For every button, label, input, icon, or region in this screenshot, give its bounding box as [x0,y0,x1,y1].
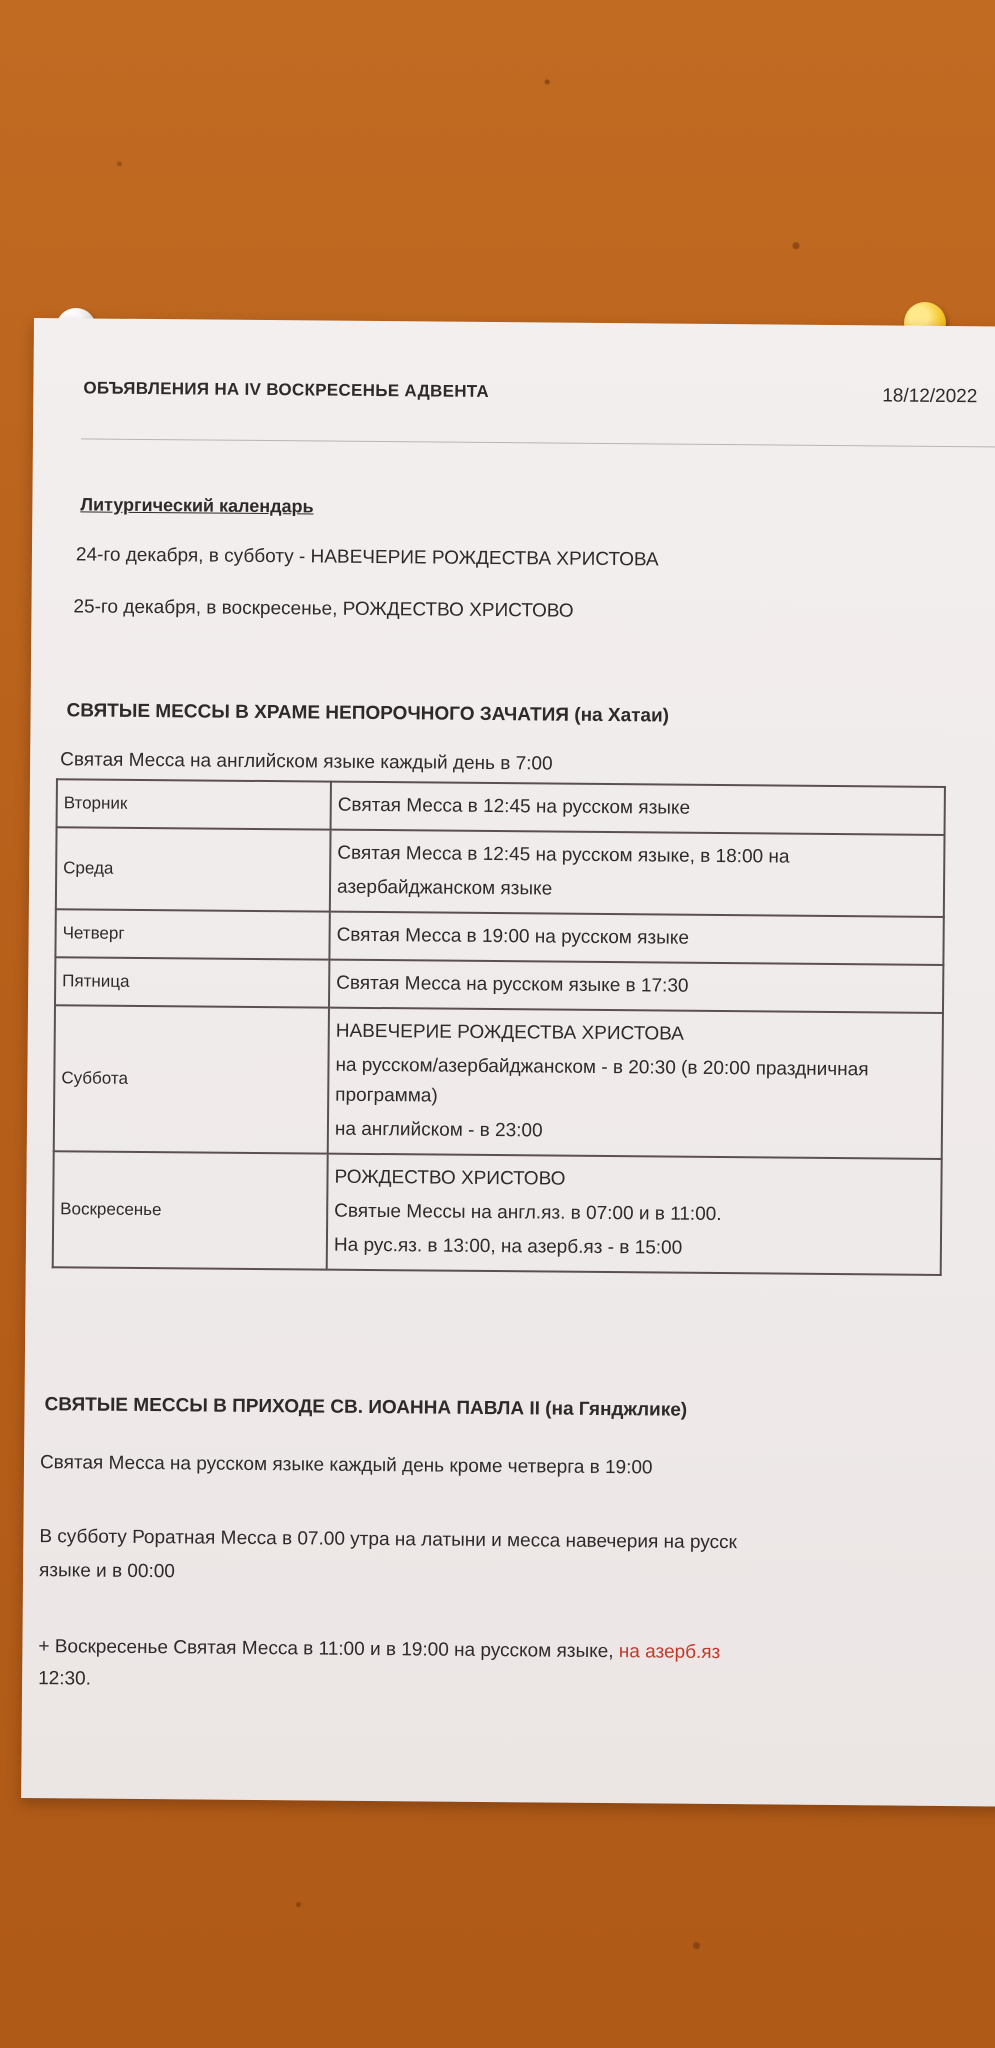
parish-saturday-mass: В субботу Роратная Месса в 07.00 утра на латыни и месса навечерия на русск [39,1526,737,1554]
schedule-line: на английском - в 23:00 [334,1118,543,1142]
parish-sunday-mass [38,1636,720,1664]
section-john-paul-ii-title: СВЯТЫЕ МЕССЫ В ПРИХОДЕ СВ. ИОАННА ПАВЛА II (на Гянджлике) [44,1394,688,1421]
table-row [53,1151,942,1275]
schedule-line: на русском/азербайджанском - в 20:30 (в 20:00 праздничная программа) [335,1054,869,1107]
liturgical-item: 24-го декабря, в субботу - НАВЕЧЕРИЕ РОЖДЕСТВА ХРИСТОВА [75,544,659,571]
section-immaculate-conception-title: СВЯТЫЕ МЕССЫ В ХРАМЕ НЕПОРОЧНОГО ЗАЧАТИЯ (на Хатаи) [66,700,670,727]
notice-sheet [21,318,995,1807]
parish-sunday-mass-azeri: на азерб.яз [613,1641,721,1664]
table-row [55,957,943,1013]
schedule-line: Святая Месса в 12:45 на русском языке, в 18:00 на [337,842,790,868]
table-row [55,909,943,965]
schedule-line: РОЖДЕСТВО ХРИСТОВО [334,1166,566,1190]
schedule-line: На рус.яз. в 13:00, на азерб.яз - в 15:00 [333,1234,683,1259]
parish-saturday-mass-cont: языке и в 00:00 [38,1560,175,1583]
day-cell: Среда [56,827,331,911]
table-row [56,827,945,917]
schedule-cell [329,912,943,965]
liturgical-calendar-title: Литургический календарь [80,494,314,517]
schedule-line: Святая Месса в 19:00 на русском языке [336,924,690,949]
day-cell: Суббота [54,1005,329,1153]
day-cell: Вторник [57,779,331,829]
schedule-cell [328,1008,943,1159]
schedule-line: Святая Месса в 12:45 на русском языке [337,794,691,819]
schedule-cell [329,960,943,1013]
day-cell: Четверг [55,909,329,959]
mass-schedule-table [52,778,946,1276]
schedule-cell [327,1154,942,1275]
schedule-line: Святые Мессы на англ.яз. в 07:00 и в 11:00. [334,1200,722,1226]
table-row [57,779,945,835]
schedule-cell [331,782,945,835]
notice-title: ОБЪЯВЛЕНИЯ НА IV ВОСКРЕСЕНЬЕ АДВЕНТА [83,378,490,401]
table-row [54,1005,943,1159]
schedule-line: азербайджанском языке [336,876,553,900]
parish-daily-mass: Святая Месса на русском языке каждый день кроме четверга в 19:00 [39,1452,653,1479]
schedule-cell [330,830,945,917]
parish-sunday-mass-cont: 12:30. [38,1668,92,1690]
parish-sunday-mass-text: + Воскресенье Святая Месса в 11:00 и в 19:00 на русском языке, [38,1636,614,1663]
liturgical-item: 25-го декабря, в воскресенье, РОЖДЕСТВО ХРИСТОВО [73,596,574,622]
schedule-line: Святая Месса на русском языке в 17:30 [336,972,689,997]
english-mass-note: Святая Месса на английском языке каждый день в 7:00 [60,749,553,775]
schedule-line: НАВЕЧЕРИЕ РОЖДЕСТВА ХРИСТОВА [335,1020,684,1045]
notice-date: 18/12/2022 [882,385,978,408]
header-divider [81,438,995,447]
day-cell: Воскресенье [53,1151,328,1269]
day-cell: Пятница [55,957,329,1007]
